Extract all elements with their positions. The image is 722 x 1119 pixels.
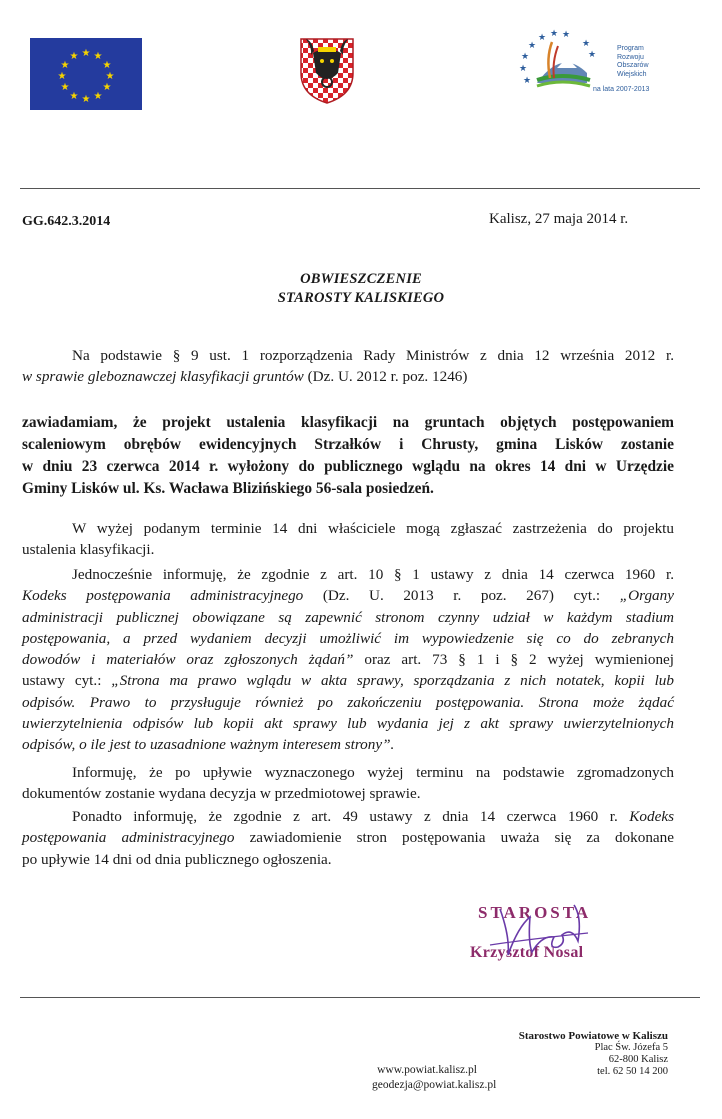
text-line <box>22 713 674 734</box>
prow-years: na lata 2007-2013 <box>593 86 650 93</box>
handwritten-signature-icon <box>470 897 610 967</box>
paragraph-decision <box>22 762 674 805</box>
svg-text:★: ★ <box>93 51 103 62</box>
text-line: dokumentów zostanie wydana decyzja w przedmiotowej sprawie. <box>22 785 421 803</box>
text-line <box>22 734 674 755</box>
italic-text: Kodeks <box>629 808 674 825</box>
prow-program-name <box>617 45 677 79</box>
svg-text:★: ★ <box>587 50 597 60</box>
text-line <box>22 649 674 670</box>
svg-text:★: ★ <box>537 33 547 43</box>
italic-text: „Strona ma prawo wglądu w akta sprawy, sporządzania z nich notatek, kopii lub <box>111 672 674 690</box>
italic-text: postępowania administracyjnego <box>22 829 235 847</box>
svg-text:★: ★ <box>105 71 115 82</box>
svg-text:★: ★ <box>520 52 530 62</box>
svg-text:★: ★ <box>93 91 103 102</box>
paragraph-notification <box>22 806 674 870</box>
text: zawiadomienie stron postępowania uważa się za dokonane <box>234 829 674 847</box>
office-address <box>500 1030 668 1078</box>
eu-flag-icon <box>30 38 142 110</box>
paragraph-code-citation <box>22 564 674 756</box>
text: (Dz. U. 2012 r. poz. 1246) <box>303 368 468 386</box>
text-line: Na podstawie § 9 ust. 1 rozporządzenia Rady Ministrów z dnia 12 września 2012 r. <box>72 347 674 364</box>
italic-text: dowodów i materiałów oraz zgłoszonych żądań” <box>22 651 354 669</box>
italic-text: uwierzytelnienia odpisów lub kopii akt sprawy lub wydania jej z akt sprawy uwierzytelnionych <box>22 715 674 733</box>
paragraph-announcement <box>22 412 674 500</box>
document-subtitle: STAROSTY KALISKIEGO <box>277 290 445 306</box>
svg-text:★: ★ <box>81 48 91 59</box>
text-line <box>22 585 674 606</box>
footer-divider <box>20 997 700 998</box>
text-line: Gminy Lisków ul. Ks. Wacława Blizińskiego 56-sala posiedzeń. <box>22 480 434 497</box>
address-line: Plac Św. Józefa 5 <box>594 1042 668 1053</box>
prow-line: Obszarów <box>617 62 649 70</box>
svg-text:★: ★ <box>581 39 591 49</box>
prow-line: Rozwoju <box>617 53 644 61</box>
document-reference: GG.642.3.2014 <box>22 214 111 229</box>
svg-text:★: ★ <box>522 76 532 86</box>
stamp-name: Krzysztof Nosal <box>470 944 584 961</box>
svg-text:★: ★ <box>518 64 528 74</box>
text-line <box>22 670 674 691</box>
svg-text:★: ★ <box>102 60 112 71</box>
text-line <box>22 806 674 827</box>
text-line <box>22 827 674 848</box>
svg-text:★: ★ <box>81 94 91 105</box>
svg-text:★: ★ <box>102 82 112 93</box>
text-line: W wyżej podanym terminie 14 dni właściciele mogą zgłaszać zastrzeżenia do projektu <box>72 520 674 537</box>
header-divider <box>20 188 700 189</box>
text: (Dz. U. 2013 r. poz. 267) cyt.: <box>303 587 620 605</box>
kalisz-coat-of-arms-icon <box>298 33 356 105</box>
text: oraz art. 73 § 1 i § 2 wyżej wymienionej <box>353 651 674 669</box>
prow-line: Wiejskich <box>617 70 647 78</box>
italic-text: odpisów. Prawo to przysługuje również po zakończeniu postępowania. Strona może żądać <box>22 693 674 711</box>
text: Ponadto informuję, że zgodnie z art. 49 ustawy z dnia 14 czerwca 1960 r. <box>72 808 630 825</box>
svg-text:★: ★ <box>549 29 559 39</box>
italic-text: administracji publicznej obowiązane są zapewnić stronom czynny udział w każdym stadium <box>22 608 674 626</box>
text-line <box>22 628 674 649</box>
document-title: OBWIESZCZENIE <box>300 271 422 287</box>
place-date: Kalisz, 27 maja 2014 r. <box>489 211 629 227</box>
email-link[interactable]: geodezja@powiat.kalisz.pl <box>372 1078 497 1091</box>
italic-text: postępowania, a przed wydaniem decyzji umożliwić im wypowiedzenie się co do zebranych <box>22 629 674 647</box>
svg-text:★: ★ <box>69 51 79 62</box>
paragraph-objections <box>22 518 674 561</box>
text-line: w dniu 23 czerwca 2014 r. wyłożony do publicznego wglądu na okres 14 dni w Urzędzie <box>22 458 674 475</box>
stamp-title: STAROSTA <box>478 903 592 922</box>
phone: tel. 62 50 14 200 <box>597 1066 668 1077</box>
svg-text:★: ★ <box>69 91 79 102</box>
text-line <box>22 366 674 387</box>
svg-text:★: ★ <box>60 60 70 71</box>
text-line: Informuję, że po upływie wyznaczonego wyżej terminu na podstawie zgromadzonych <box>72 764 674 781</box>
text-line: Jednocześnie informuję, że zgodnie z art. 10 § 1 ustawy z dnia 14 czerwca 1960 r. <box>72 566 674 583</box>
svg-text:★: ★ <box>561 30 571 40</box>
paragraph-legal-basis <box>22 345 674 388</box>
svg-text:★: ★ <box>527 41 537 51</box>
text-line: ustalenia klasyfikacji. <box>22 541 155 559</box>
contact-links <box>372 1063 497 1092</box>
website-link[interactable]: www.powiat.kalisz.pl <box>377 1064 477 1076</box>
prow-line: Program <box>617 45 644 52</box>
svg-text:★: ★ <box>57 71 67 82</box>
text: ustawy cyt.: <box>22 672 112 690</box>
svg-text:★: ★ <box>60 82 70 93</box>
text-line: zawiadamiam, że projekt ustalenia klasyfikacji na gruntach objętych postępowaniem <box>22 414 674 431</box>
office-name: Starostwo Powiatowe w Kaliszu <box>518 1030 668 1042</box>
italic-text: w sprawie gleboznawczej klasyfikacji gruntów <box>22 368 304 386</box>
italic-text: Kodeks postępowania administracyjnego <box>22 587 304 605</box>
italic-text: „Organy <box>619 587 674 605</box>
text-line <box>22 607 674 628</box>
text-line: scaleniowym obrębów ewidencyjnych Strzałków i Chrusty, gmina Lisków zostanie <box>22 436 674 453</box>
address-line: 62-800 Kalisz <box>608 1054 668 1065</box>
text-line <box>22 692 674 713</box>
text-line: po upływie 14 dni od dnia publicznego ogłoszenia. <box>22 850 332 868</box>
italic-text: odpisów, o ile jest to uzasadnione ważnym interesem strony”. <box>22 736 395 754</box>
